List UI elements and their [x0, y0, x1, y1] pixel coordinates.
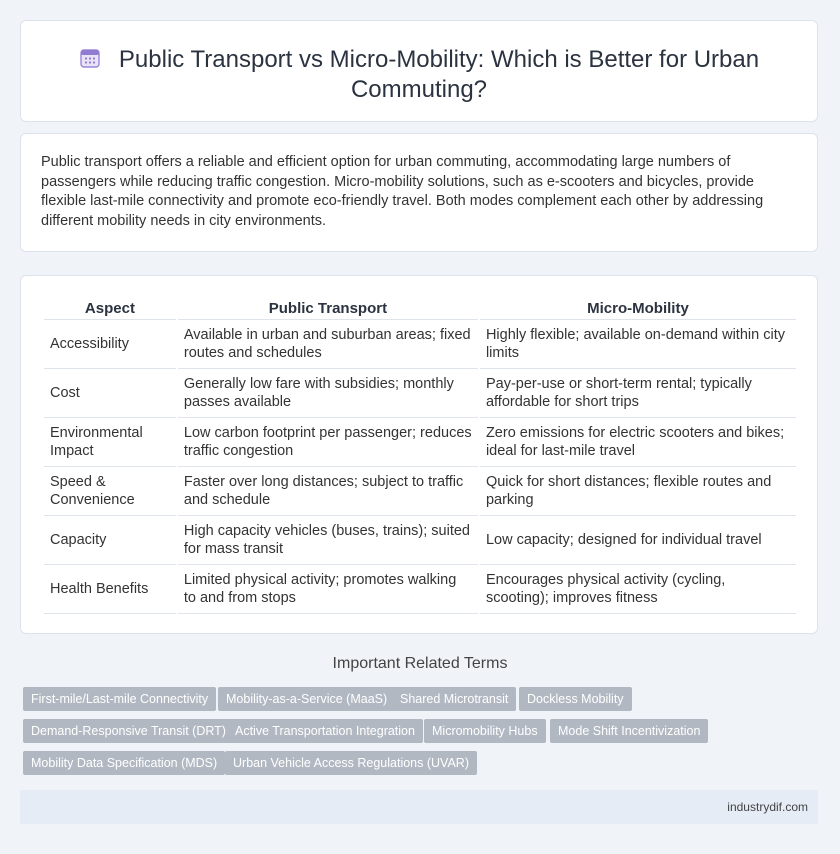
- comparison-table: [42, 297, 798, 614]
- intro-paragraph: Public transport offers a reliable and efficient option for urban commuting, accommodating large numbers of passengers while reducing traffic congestion. Micro-mobility solutions, such as e-scooters and bicycles, provide flexible last-mile connectivity and promote eco-friendly travel. Both modes complement each other by addressing different mobility needs in city environments.: [41, 154, 764, 229]
- micro-mobility-cell: Zero emissions for electric scooters and bikes; ideal for last-mile travel: [480, 418, 796, 467]
- related-term-tag[interactable]: Shared Microtransit: [392, 687, 516, 711]
- related-terms-title: Important Related Terms: [332, 655, 508, 672]
- table-row: [44, 369, 796, 418]
- calendar-icon: [79, 47, 101, 69]
- public-transport-cell: Low carbon footprint per passenger; reduces traffic congestion: [178, 418, 478, 467]
- page-title-wrap: [21, 45, 817, 105]
- micro-mobility-cell: Encourages physical activity (cycling, scooting); improves fitness: [480, 565, 796, 614]
- related-term-tag[interactable]: Mobility Data Specification (MDS): [23, 751, 225, 775]
- aspect-cell: Accessibility: [44, 320, 176, 369]
- micro-mobility-cell: Pay-per-use or short-term rental; typically affordable for short trips: [480, 369, 796, 418]
- header-micro-mobility: Micro-Mobility: [480, 297, 796, 320]
- aspect-cell: Speed & Convenience: [44, 467, 176, 516]
- page-title: Public Transport vs Micro-Mobility: Which is Better for Urban Commuting?: [118, 46, 760, 103]
- public-transport-cell: Available in urban and suburban areas; fixed routes and schedules: [178, 320, 478, 369]
- table-row: [44, 418, 796, 467]
- related-term-tag[interactable]: Urban Vehicle Access Regulations (UVAR): [225, 751, 477, 775]
- table-header-row: [44, 297, 796, 320]
- aspect-cell: Cost: [44, 369, 176, 418]
- micro-mobility-cell: Low capacity; designed for individual travel: [480, 516, 796, 565]
- related-term-tag[interactable]: First-mile/Last-mile Connectivity: [23, 687, 216, 711]
- header-public-transport: Public Transport: [178, 297, 478, 320]
- related-term-tag[interactable]: Demand-Responsive Transit (DRT): [23, 719, 234, 743]
- intro-card: [20, 133, 818, 252]
- footer-site-link[interactable]: industrydif.com: [727, 800, 808, 814]
- micro-mobility-cell: Highly flexible; available on-demand within city limits: [480, 320, 796, 369]
- aspect-cell: Capacity: [44, 516, 176, 565]
- public-transport-cell: Limited physical activity; promotes walking to and from stops: [178, 565, 478, 614]
- footer-bar: [20, 790, 818, 824]
- related-term-tag[interactable]: Mode Shift Incentivization: [550, 719, 708, 743]
- related-term-tag[interactable]: Micromobility Hubs: [424, 719, 546, 743]
- related-term-tag[interactable]: Dockless Mobility: [519, 687, 632, 711]
- public-transport-cell: High capacity vehicles (buses, trains); suited for mass transit: [178, 516, 478, 565]
- micro-mobility-cell: Quick for short distances; flexible routes and parking: [480, 467, 796, 516]
- table-row: [44, 565, 796, 614]
- related-term-tag[interactable]: Active Transportation Integration: [227, 719, 423, 743]
- public-transport-cell: Faster over long distances; subject to traffic and schedule: [178, 467, 478, 516]
- public-transport-cell: Generally low fare with subsidies; monthly passes available: [178, 369, 478, 418]
- table-row: [44, 467, 796, 516]
- aspect-cell: Environmental Impact: [44, 418, 176, 467]
- title-card: [20, 20, 818, 122]
- header-aspect: Aspect: [44, 297, 176, 320]
- aspect-cell: Health Benefits: [44, 565, 176, 614]
- related-term-tag[interactable]: Mobility-as-a-Service (MaaS): [218, 687, 395, 711]
- table-row: [44, 320, 796, 369]
- comparison-card: [20, 275, 818, 634]
- table-row: [44, 516, 796, 565]
